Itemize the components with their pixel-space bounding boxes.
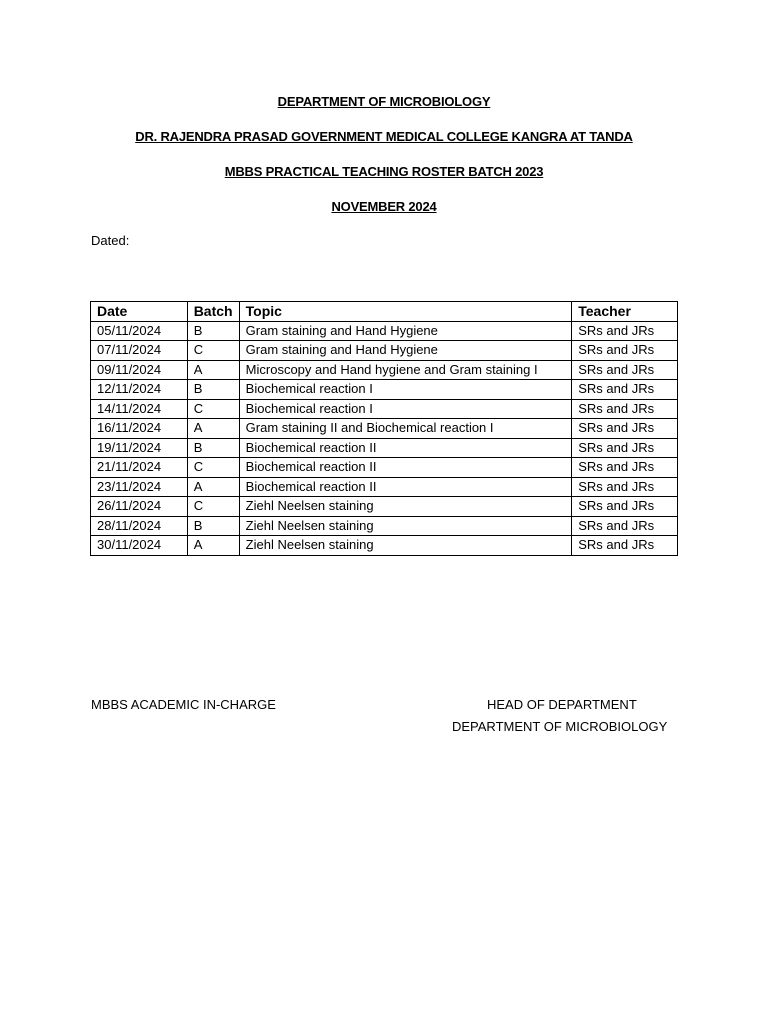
cell-date: 19/11/2024 [91,438,188,458]
column-header-topic: Topic [239,302,572,322]
roster-table [90,301,678,556]
cell-batch: B [187,516,239,536]
college-heading: DR. RAJENDRA PRASAD GOVERNMENT MEDICAL COLLEGE KANGRA AT TANDA [135,129,633,144]
table-header-row [91,302,678,322]
cell-topic: Biochemical reaction I [239,380,572,400]
table-row [91,419,678,439]
cell-teacher: SRs and JRs [572,497,678,517]
column-header-date: Date [91,302,188,322]
dated-label: Dated: [91,233,130,248]
cell-teacher: SRs and JRs [572,536,678,556]
cell-topic: Biochemical reaction I [239,399,572,419]
cell-topic: Ziehl Neelsen staining [239,516,572,536]
cell-date: 30/11/2024 [91,536,188,556]
cell-batch: A [187,477,239,497]
cell-date: 26/11/2024 [91,497,188,517]
cell-topic: Biochemical reaction II [239,477,572,497]
table-row [91,399,678,419]
cell-teacher: SRs and JRs [572,516,678,536]
cell-teacher: SRs and JRs [572,321,678,341]
cell-topic: Ziehl Neelsen staining [239,497,572,517]
cell-date: 12/11/2024 [91,380,188,400]
head-of-department-signature: HEAD OF DEPARTMENT [487,697,637,712]
cell-topic: Gram staining II and Biochemical reaction I [239,419,572,439]
column-header-batch: Batch [187,302,239,322]
roster-title: MBBS PRACTICAL TEACHING ROSTER BATCH 2023 [224,164,544,179]
cell-teacher: SRs and JRs [572,341,678,361]
table-row [91,536,678,556]
cell-date: 16/11/2024 [91,419,188,439]
cell-teacher: SRs and JRs [572,380,678,400]
academic-incharge-signature: MBBS ACADEMIC IN-CHARGE [91,697,276,712]
table-row [91,477,678,497]
cell-batch: A [187,536,239,556]
cell-date: 07/11/2024 [91,341,188,361]
cell-batch: C [187,399,239,419]
cell-batch: A [187,360,239,380]
cell-topic: Gram staining and Hand Hygiene [239,321,572,341]
cell-topic: Biochemical reaction II [239,458,572,478]
cell-date: 21/11/2024 [91,458,188,478]
table-row [91,321,678,341]
department-signature-line: DEPARTMENT OF MICROBIOLOGY [452,719,668,734]
table-row [91,516,678,536]
cell-date: 05/11/2024 [91,321,188,341]
cell-teacher: SRs and JRs [572,399,678,419]
month-heading: NOVEMBER 2024 [331,199,437,214]
cell-topic: Ziehl Neelsen staining [239,536,572,556]
cell-batch: C [187,497,239,517]
table-row [91,497,678,517]
cell-teacher: SRs and JRs [572,438,678,458]
table-row [91,380,678,400]
table-row [91,458,678,478]
cell-batch: C [187,341,239,361]
cell-batch: B [187,380,239,400]
cell-date: 28/11/2024 [91,516,188,536]
cell-topic: Microscopy and Hand hygiene and Gram staining I [239,360,572,380]
cell-teacher: SRs and JRs [572,419,678,439]
cell-batch: A [187,419,239,439]
table-row [91,360,678,380]
cell-date: 14/11/2024 [91,399,188,419]
cell-date: 09/11/2024 [91,360,188,380]
cell-teacher: SRs and JRs [572,458,678,478]
cell-date: 23/11/2024 [91,477,188,497]
table-row [91,438,678,458]
cell-topic: Biochemical reaction II [239,438,572,458]
cell-teacher: SRs and JRs [572,360,678,380]
table-row [91,341,678,361]
department-heading: DEPARTMENT OF MICROBIOLOGY [277,94,491,109]
roster-table-body [91,321,678,555]
cell-batch: B [187,321,239,341]
column-header-teacher: Teacher [572,302,678,322]
cell-teacher: SRs and JRs [572,477,678,497]
cell-topic: Gram staining and Hand Hygiene [239,341,572,361]
cell-batch: B [187,438,239,458]
cell-batch: C [187,458,239,478]
